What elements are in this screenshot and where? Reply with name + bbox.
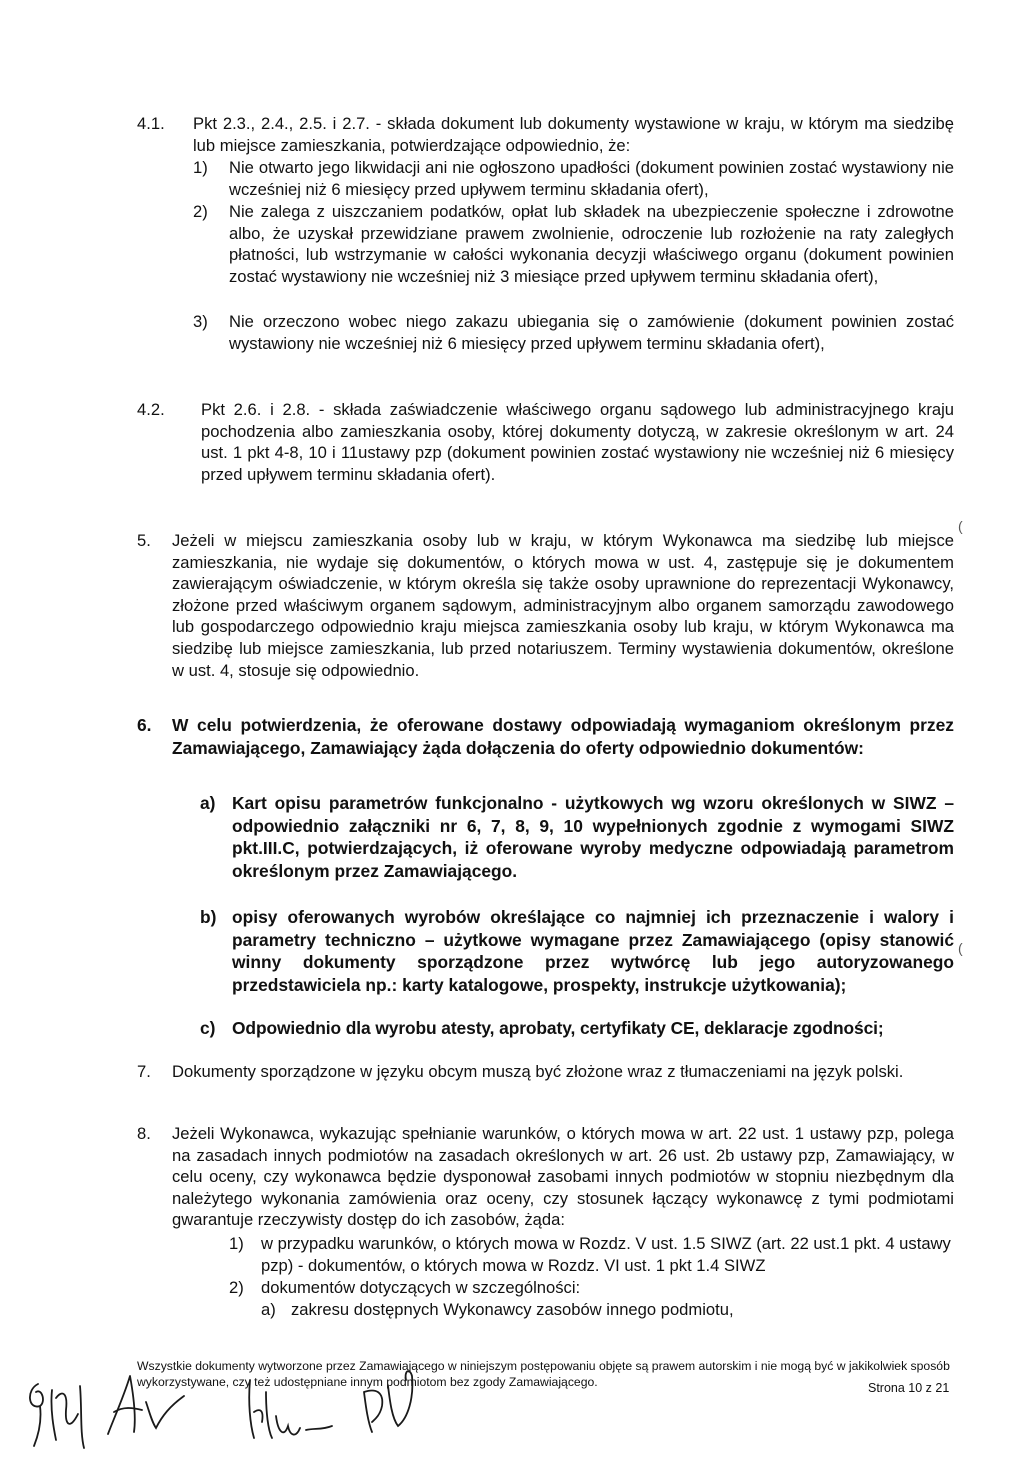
s41-item-3: Nie orzeczono wobec niego zakazu ubiegania się o zamówienie (dokument powinien zostać wystawiony nie wcześniej niż 6 miesięcy przed upływem terminu składania ofert),: [229, 312, 954, 353]
section-6-number: 6.: [137, 715, 152, 735]
s6-item-a: Kart opisu parametrów funkcjonalno - użytkowych wg wzoru określonych w SIWZ – odpowiednio załączniki nr 6, 7, 8, 9, 10 wypełnionych zgodnie z wymogami SIWZ pkt.III.C, potwierdzających, iż oferowane wyroby medyczne odpowiadają parametrom określonym przez Zamawiającego.: [232, 793, 954, 881]
s8-item-1: w przypadku warunków, o których mowa w Rozdz. V ust. 1.5 SIWZ (art. 22 ust.1 pkt. 4 ustawy pzp) - dokumentów, o których mowa w Rozdz. VI ust. 1 pkt 1.4 SIWZ: [261, 1234, 951, 1275]
s6-item-b-number: b): [200, 907, 217, 927]
section-5-text: Jeżeli w miejscu zamieszkania osoby lub w kraju, w którym Wykonawca ma siedzibę lub miejsce zamieszkania, nie wydaje się dokumentów, o których mowa w ust. 4, zastępuje się je dokumentem zawierającym oświadczenie, w którym określa się także osoby uprawnione do reprezentacji Wykonawcy, złożone przed właściwym organem sądowym, administracyjnym albo organem samorządu zawodowego lub gospodarczego odpowiednio kraju miejsca zamieszkania osoby lub kraju, w którym Wykonawca ma siedzibę lub miejsce zamieszkania, lub przed notariuszem. Terminy wystawienia dokumentów, określone w ust. 4, stosuje się odpowiednio.: [172, 531, 954, 680]
footer-copyright-note: Wszystkie dokumenty wytworzone przez Zamawiającego w niniejszym postępowaniu objęte są prawem autorskim i nie mogą być w jakikolwiek sposób wykorzystywane, czy też udostępniane innym podmiotom bez zgody Zamawiającego.: [137, 1359, 950, 1389]
section-4-1-number: 4.1.: [137, 114, 165, 133]
s6-item-c-number: c): [200, 1018, 216, 1038]
s41-item-3-number: 3): [193, 312, 208, 331]
s41-item-2-number: 2): [193, 202, 208, 221]
s6-item-c: Odpowiednio dla wyrobu atesty, aprobaty, certyfikaty CE, deklaracje zgodności;: [232, 1018, 884, 1038]
section-7-text: Dokumenty sporządzone w języku obcym muszą być złożone wraz z tłumaczeniami na język polski.: [172, 1062, 904, 1081]
section-5-number: 5.: [137, 531, 151, 550]
section-4-1-intro: Pkt 2.3., 2.4., 2.5. i 2.7. - składa dokument lub dokumenty wystawione w kraju, w którym ma siedzibę lub miejsce zamieszkania, potwierdzające odpowiednio, że:: [193, 114, 954, 155]
s41-item-2: Nie zalega z uiszczaniem podatków, opłat lub składek na ubezpieczenie społeczne i zdrowotne albo, że uzyskał przewidziane prawem zwolnienie, odroczenie lub rozłożenie na raty zaległych płatności, lub wstrzymanie w całości wykonania decyzji właściwego organu (dokument powinien zostać wystawiony nie wcześniej niż 3 miesiące przed upływem terminu składania ofert),: [229, 202, 954, 286]
s8-sub-a: zakresu dostępnych Wykonawcy zasobów innego podmiotu,: [291, 1300, 734, 1319]
s41-item-1: Nie otwarto jego likwidacji ani nie ogłoszono upadłości (dokument powinien zostać wystawiony nie wcześniej niż 6 miesięcy przed upływem terminu składania ofert),: [229, 158, 954, 199]
page-number: Strona 10 z 21: [868, 1381, 950, 1395]
margin-mark: (: [958, 940, 963, 956]
s8-item-2-number: 2): [229, 1278, 244, 1297]
s8-item-1-number: 1): [229, 1234, 244, 1253]
handwritten-signature-3: [236, 1372, 346, 1454]
section-4-2-number: 4.2.: [137, 400, 165, 419]
margin-mark: (: [958, 518, 963, 534]
s6-item-b: opisy oferowanych wyrobów określające co najmniej ich przeznaczenie i walory i parametry techniczno – użytkowe wymagane przez Zamawiającego (opisy stanowić winny dokumenty sporządzone przez wytwórcę lub jego autoryzowanego przedstawiciela np.: karty katalogowe, prospekty, instrukcje użytkowania);: [232, 907, 954, 995]
s8-sub-a-number: a): [261, 1300, 276, 1319]
s41-item-1-number: 1): [193, 158, 208, 177]
s6-item-a-number: a): [200, 793, 216, 813]
handwritten-initials-1: [20, 1370, 100, 1452]
section-4-2-text: Pkt 2.6. i 2.8. - składa zaświadczenie właściwego organu sądowego lub administracyjnego kraju pochodzenia albo zamieszkania osoby, której dokumenty dotyczą, w zakresie określonym w art. 24 ust. 1 pkt 4-8, 10 i 11ustawy pzp (dokument powinien zostać wystawiony nie wcześniej niż 6 miesięcy przed upływem terminu składania ofert).: [201, 400, 954, 484]
section-8-text: Jeżeli Wykonawca, wykazując spełnianie warunków, o których mowa w art. 22 ust. 1 ustawy pzp, polega na zasadach innych podmiotów na zasadach określonych w art. 26 ust. 2b ustawy pzp, Zamawiający, w celu oceny, czy wykonawca będzie dysponował zasobami innych podmiotów w stopniu niezbędnym dla należytego wykonania zamówienia oraz oceny, czy stosunek łączący wykonawcę z tymi podmiotami gwarantuje rzeczywisty dostęp do ich zasobów, żąda:: [172, 1124, 954, 1230]
section-8-number: 8.: [137, 1124, 151, 1143]
section-7-number: 7.: [137, 1062, 151, 1081]
s8-item-2: dokumentów dotyczących w szczególności:: [261, 1278, 581, 1297]
section-6-text: W celu potwierdzenia, że oferowane dostawy odpowiadają wymaganiom określonym przez Zamawiającego, Zamawiający żąda dołączenia do oferty odpowiednio dokumentów:: [172, 715, 954, 758]
handwritten-initials-2: [100, 1362, 190, 1442]
handwritten-signature-4: [352, 1362, 432, 1442]
